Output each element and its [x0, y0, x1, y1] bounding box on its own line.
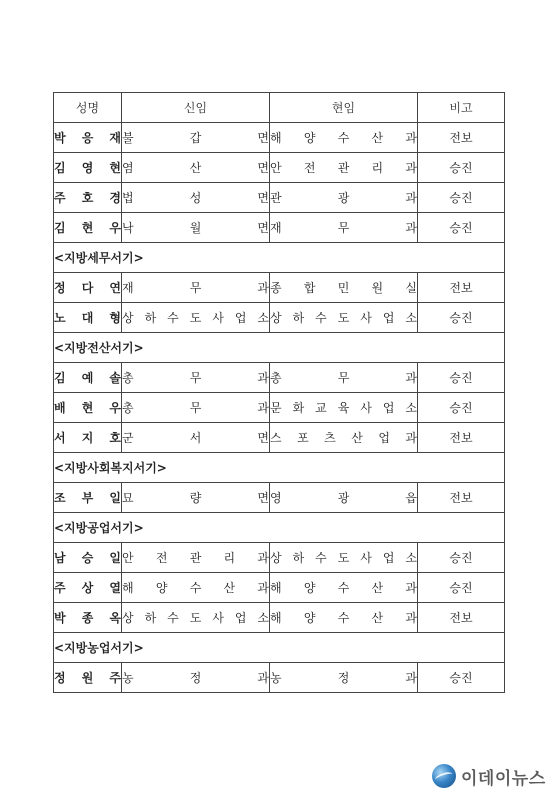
current-post: 재 무 과: [270, 221, 417, 235]
note-cell: 전보: [418, 603, 505, 633]
current-post: 상 하 수 도 사 업 소: [270, 551, 417, 565]
person-name-cell: [54, 483, 122, 513]
current-post-cell: [270, 153, 418, 183]
logo-text: 이데이뉴스: [461, 768, 546, 789]
person-name-cell: [54, 213, 122, 243]
table-row: [54, 183, 505, 213]
current-post-cell: [270, 183, 418, 213]
new-post: 안 전 관 리 과: [122, 551, 269, 565]
current-post-cell: [270, 273, 418, 303]
new-post-cell: [122, 573, 270, 603]
person-name: 김 현 우: [54, 221, 121, 235]
current-post-cell: [270, 573, 418, 603]
current-post-cell: [270, 423, 418, 453]
new-post: 총 무 과: [122, 401, 269, 415]
header-note: 비고: [418, 93, 505, 123]
person-name-cell: [54, 303, 122, 333]
person-name: 박 응 재: [54, 131, 121, 145]
table-row: [54, 603, 505, 633]
person-name-cell: [54, 393, 122, 423]
person-name-cell: [54, 123, 122, 153]
new-post: 상 하 수 도 사 업 소: [122, 611, 269, 625]
person-name-cell: [54, 573, 122, 603]
table-row: [54, 393, 505, 423]
table-row: [54, 153, 505, 183]
new-post: 낙 월 면: [122, 221, 269, 235]
person-name: 정 원 주: [54, 671, 121, 685]
section-label: <지방전산서기>: [54, 333, 505, 363]
new-post: 재 무 과: [122, 281, 269, 295]
new-post-cell: [122, 153, 270, 183]
globe-icon: [432, 764, 456, 788]
person-name-cell: [54, 663, 122, 693]
person-name: 김 영 현: [54, 161, 121, 175]
new-post-cell: [122, 183, 270, 213]
new-post-cell: [122, 273, 270, 303]
person-name: 박 종 옥: [54, 611, 121, 625]
section-row: [54, 333, 505, 363]
personnel-table: [53, 92, 505, 693]
note-cell: 승진: [418, 153, 505, 183]
person-name-cell: [54, 183, 122, 213]
current-post-cell: [270, 303, 418, 333]
new-post: 법 성 면: [122, 191, 269, 205]
new-post: 군 서 면: [122, 431, 269, 445]
new-post-cell: [122, 393, 270, 423]
new-post-cell: [122, 363, 270, 393]
section-row: [54, 453, 505, 483]
note-cell: 승진: [418, 303, 505, 333]
current-post-cell: [270, 603, 418, 633]
note-cell: 승진: [418, 543, 505, 573]
current-post: 문 화 교 육 사 업 소: [270, 401, 417, 415]
person-name: 노 대 형: [54, 311, 121, 325]
table-row: [54, 213, 505, 243]
person-name: 김 예 솔: [54, 371, 121, 385]
new-post: 묘 량 면: [122, 491, 269, 505]
header-new-post: 신임: [122, 93, 270, 123]
table-row: [54, 663, 505, 693]
new-post-cell: [122, 213, 270, 243]
new-post: 불 갑 면: [122, 131, 269, 145]
header-current-post: 현임: [270, 93, 418, 123]
current-post: 농 정 과: [270, 671, 417, 685]
new-post: 농 정 과: [122, 671, 269, 685]
current-post-cell: [270, 393, 418, 423]
note-cell: 전보: [418, 273, 505, 303]
new-post-cell: [122, 423, 270, 453]
table-row: [54, 423, 505, 453]
current-post-cell: [270, 123, 418, 153]
new-post-cell: [122, 123, 270, 153]
new-post-cell: [122, 603, 270, 633]
table-row: [54, 123, 505, 153]
person-name: 배 현 우: [54, 401, 121, 415]
header-name: 성명: [54, 93, 122, 123]
person-name-cell: [54, 423, 122, 453]
note-cell: 전보: [418, 483, 505, 513]
current-post: 관 광 과: [270, 191, 417, 205]
person-name-cell: [54, 153, 122, 183]
new-post: 염 산 면: [122, 161, 269, 175]
section-label: <지방공업서기>: [54, 513, 505, 543]
current-post-cell: [270, 363, 418, 393]
new-post-cell: [122, 303, 270, 333]
current-post-cell: [270, 483, 418, 513]
table-header-row: [54, 93, 505, 123]
person-name: 남 승 일: [54, 551, 121, 565]
note-cell: 전보: [418, 123, 505, 153]
person-name-cell: [54, 543, 122, 573]
table-row: [54, 573, 505, 603]
note-cell: 승진: [418, 213, 505, 243]
person-name-cell: [54, 363, 122, 393]
current-post: 스 포 츠 산 업 과: [270, 431, 417, 445]
note-cell: 전보: [418, 423, 505, 453]
person-name-cell: [54, 603, 122, 633]
section-row: [54, 513, 505, 543]
edaynews-logo: [432, 762, 558, 790]
person-name: 정 다 연: [54, 281, 121, 295]
section-row: [54, 243, 505, 273]
section-label: <지방사회복지서기>: [54, 453, 505, 483]
current-post: 영 광 읍: [270, 491, 417, 505]
note-cell: 승진: [418, 573, 505, 603]
person-name: 주 호 경: [54, 191, 121, 205]
section-row: [54, 633, 505, 663]
person-name-cell: [54, 273, 122, 303]
new-post: 총 무 과: [122, 371, 269, 385]
new-post: 해 양 수 산 과: [122, 581, 269, 595]
table-row: [54, 303, 505, 333]
current-post: 해 양 수 산 과: [270, 611, 417, 625]
personnel-table-body: [54, 93, 505, 693]
new-post: 상 하 수 도 사 업 소: [122, 311, 269, 325]
note-cell: 승진: [418, 663, 505, 693]
person-name: 서 지 호: [54, 431, 121, 445]
table-row: [54, 543, 505, 573]
note-cell: 승진: [418, 363, 505, 393]
current-post: 해 양 수 산 과: [270, 131, 417, 145]
current-post: 해 양 수 산 과: [270, 581, 417, 595]
note-cell: 승진: [418, 183, 505, 213]
section-label: <지방농업서기>: [54, 633, 505, 663]
current-post: 상 하 수 도 사 업 소: [270, 311, 417, 325]
table-row: [54, 273, 505, 303]
new-post-cell: [122, 663, 270, 693]
current-post: 총 무 과: [270, 371, 417, 385]
person-name: 주 상 열: [54, 581, 121, 595]
note-cell: 승진: [418, 393, 505, 423]
table-row: [54, 483, 505, 513]
current-post-cell: [270, 213, 418, 243]
table-row: [54, 363, 505, 393]
current-post-cell: [270, 663, 418, 693]
new-post-cell: [122, 483, 270, 513]
current-post-cell: [270, 543, 418, 573]
current-post: 안 전 관 리 과: [270, 161, 417, 175]
current-post: 종 합 민 원 실: [270, 281, 417, 295]
new-post-cell: [122, 543, 270, 573]
section-label: <지방세무서기>: [54, 243, 505, 273]
person-name: 조 부 일: [54, 491, 121, 505]
